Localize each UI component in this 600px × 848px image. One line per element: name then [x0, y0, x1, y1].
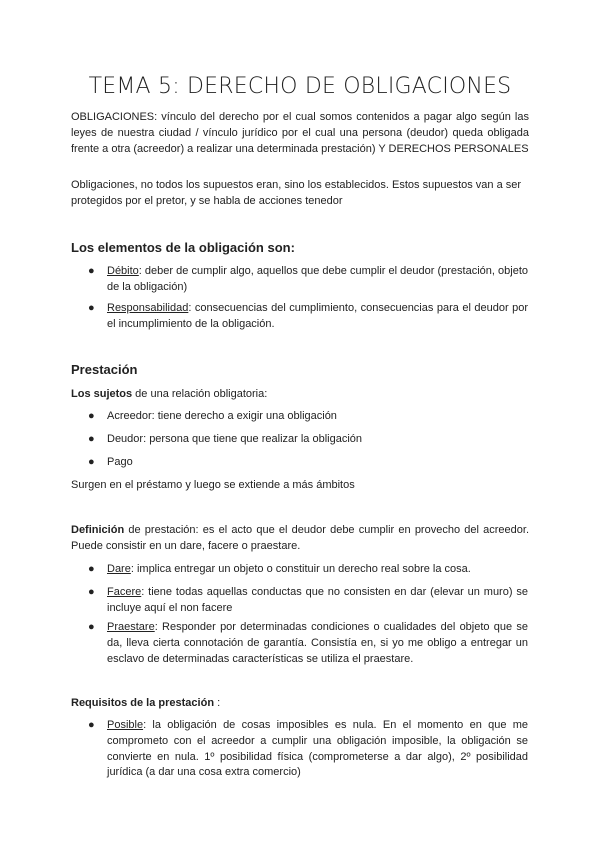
section-heading-elementos: Los elementos de la obligación son:: [71, 240, 295, 255]
list-item-deudor: Deudor: persona que tiene que realizar la obligación: [107, 433, 363, 445]
prestacion-note: Surgen en el préstamo y luego se extiende a más ámbitos: [71, 479, 355, 491]
term: Débito: [107, 265, 139, 277]
bullet-icon: ●: [88, 265, 95, 277]
term: Responsabilidad: [107, 302, 189, 314]
definicion-paragraph: [71, 523, 529, 555]
list-item-praestare: [107, 620, 528, 667]
definition: : implica entregar un objeto o constituir un derecho real sobre la cosa.: [130, 563, 471, 575]
bullet-icon: ●: [88, 621, 95, 633]
list-item-debito: [107, 264, 528, 296]
definition: : la obligación de cosas imposibles es nula. En el momento en que me comprometo con el acreedor a cumplir una obligación imposible, la obligación se convierte en nula. 1º posibilidad física (comprometerse a dar algo), 2º posibilidad jurídica (a dar una cosa extra comercio): [107, 719, 528, 779]
section-heading-prestacion: Prestación: [71, 362, 138, 377]
page-title: TEMA 5: DERECHO DE OBLIGACIONES: [88, 74, 512, 99]
bullet-icon: ●: [88, 433, 95, 445]
definition: : tiene todas aquellas conductas que no consisten en dar (elevar un muro) se incluye aquí el non facere: [107, 586, 528, 614]
bullet-icon: ●: [88, 586, 95, 598]
list-item-acreedor: Acreedor: tiene derecho a exigir una obligación: [107, 410, 337, 422]
list-item-responsabilidad: [107, 301, 528, 333]
requisitos-label: Requisitos de la prestación: [71, 697, 215, 709]
intro-paragraph-2: Obligaciones, no todos los supuestos eran, sino los establecidos. Estos supuestos van a ser protegidos por el pretor, y se habla de acciones tenedor: [71, 179, 522, 207]
intro-paragraph-1: OBLIGACIONES: vínculo del derecho por el cual somos contenidos a pagar algo según las leyes de nuestra ciudad / vínculo jurídico por el cual una persona (deudor) queda obligada frente a otra (acreedor) a realizar una determinada prestación) Y DERECHOS PERSONALES: [71, 111, 529, 155]
definicion-label: Definición: [71, 524, 125, 536]
requisitos-colon: :: [214, 697, 221, 709]
bullet-icon: ●: [88, 563, 95, 575]
list-item-facere: [107, 585, 528, 617]
definition: : Responder por determinadas condiciones o cualidades del objeto que se da, lleva cierta connotación de garantía. Consistía en, si yo me obligo a entregar un esclavo de determinadas características se utiliza el praestare.: [107, 621, 528, 665]
term: Posible: [107, 719, 144, 731]
list-item-posible: [107, 718, 528, 781]
bullet-icon: ●: [88, 302, 95, 314]
term: Facere: [107, 586, 142, 598]
sujetos-label: Los sujetos: [71, 388, 133, 400]
bullet-icon: ●: [88, 719, 95, 731]
list-item-dare: [107, 562, 528, 578]
requisitos-heading: [71, 696, 529, 712]
bullet-icon: ●: [88, 410, 95, 422]
definition: : deber de cumplir algo, aquellos que debe cumplir el deudor (prestación, objeto de la obligación): [107, 265, 528, 293]
term: Praestare: [107, 621, 155, 633]
bullet-icon: ●: [88, 456, 95, 468]
sujetos-line: [71, 387, 529, 403]
definicion-text: de prestación: es el acto que el deudor debe cumplir en provecho del acreedor. Puede consistir en un dare, facere o praestare.: [71, 524, 529, 552]
sujetos-text: de una relación obligatoria:: [132, 388, 268, 400]
definition: : consecuencias del cumplimiento, consecuencias para el deudor por el incumplimiento de la obligación.: [107, 302, 528, 330]
list-item-pago: Pago: [107, 456, 133, 468]
term: Dare: [107, 563, 131, 575]
